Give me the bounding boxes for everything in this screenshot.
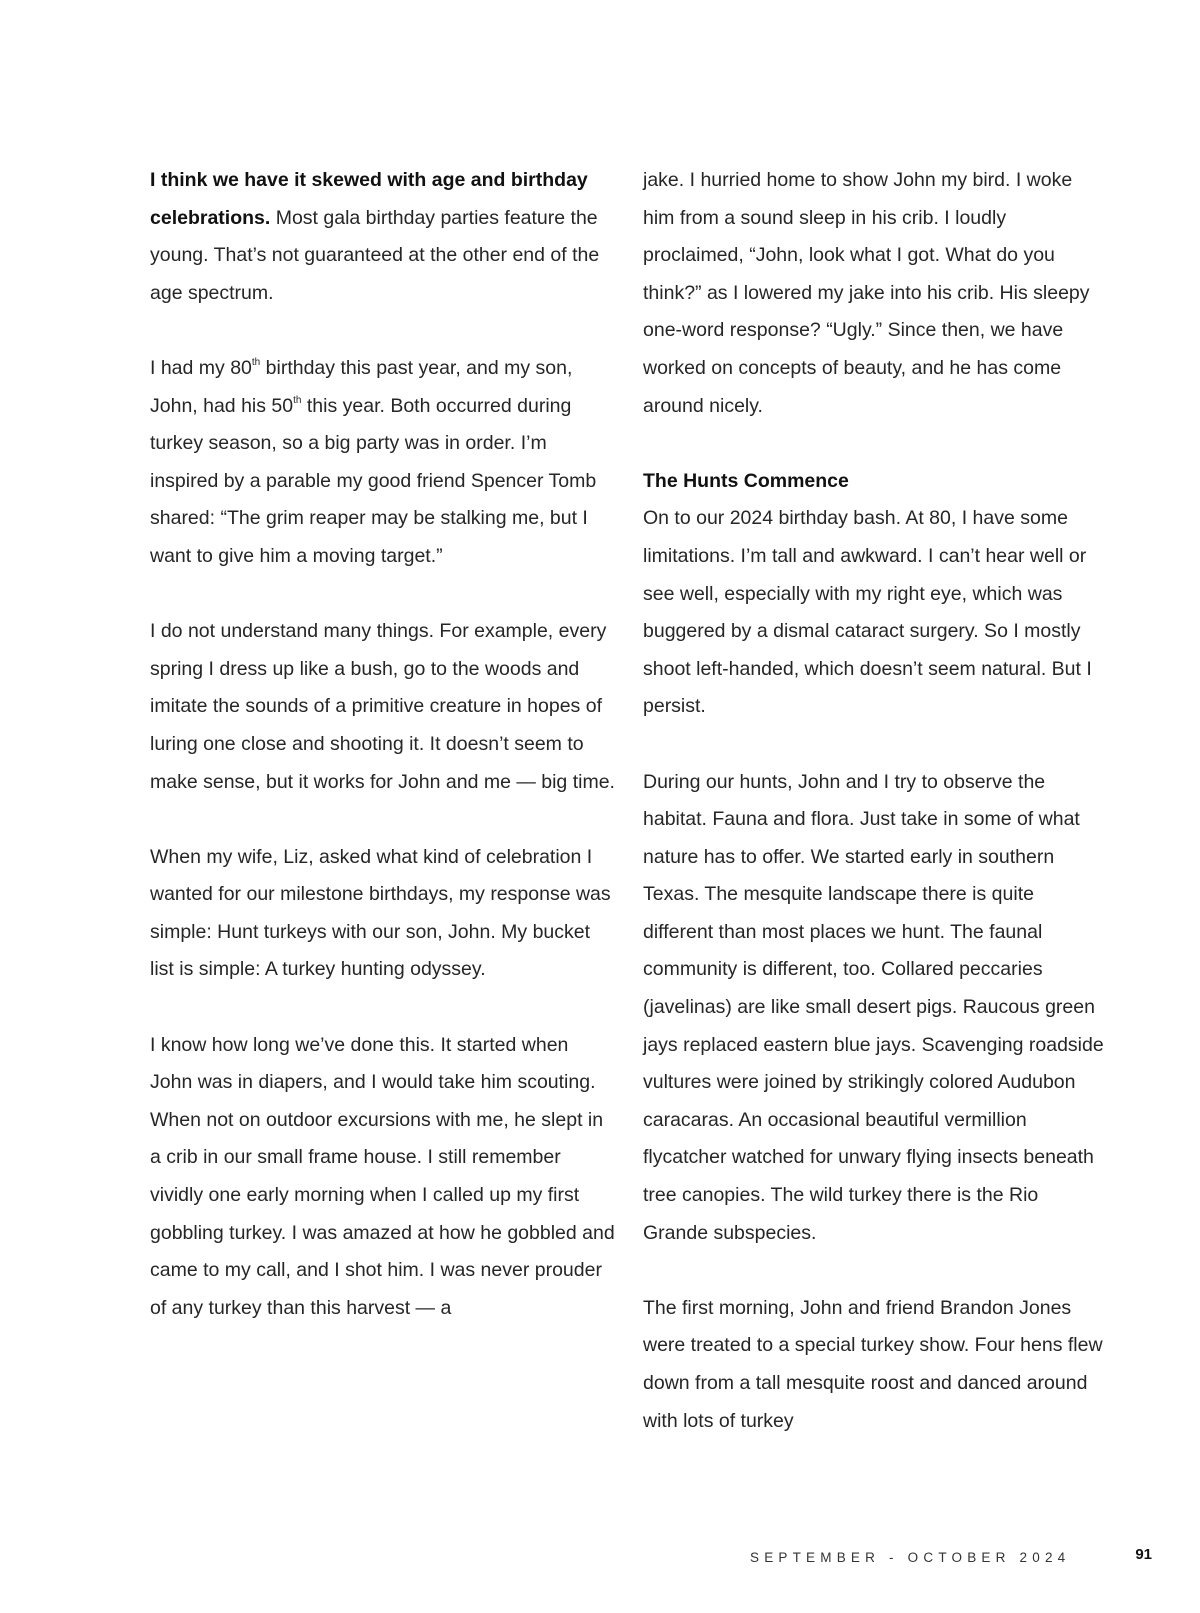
ordinal-superscript: th: [251, 356, 261, 368]
paragraph-text: Most gala birthday parties feature the young. That’s not guaranteed at the other end of the age spectrum.: [150, 206, 600, 304]
section: [643, 463, 1108, 726]
paragraph: [150, 162, 615, 312]
paragraph-text: On to our 2024 birthday bash. At 80, I have some limitations. I’m tall and awkward. I can’t hear well or see well, especially with my right eye, which was buggered by a dismal cataract surgery. So I mostly shoot left-handed, which doesn’t seem natural. But I persist.: [643, 507, 1092, 718]
paragraph-text: birthday this past year, and my son, John, had his 50: [150, 356, 573, 417]
paragraph: During our hunts, John and I try to observe the habitat. Fauna and flora. Just take in some of what nature has to offer. We started early in southern Texas. The mesquite landscape there is quite different than most places we hunt. The faunal community is different, too. Collared peccaries (javelinas) are like small desert pigs. Raucous green jays replaced eastern blue jays. Scavenging roadside vultures were joined by strikingly colored Audubon caracaras. An occasional beautiful vermillion flycatcher watched for unwary flying insects beneath tree canopies. The wild turkey there is the Rio Grande subspecies.: [643, 770, 1104, 1244]
paragraph-text: I had my 80: [150, 356, 252, 379]
page-number: 91: [1135, 1546, 1152, 1563]
paragraph: I know how long we’ve done this. It started when John was in diapers, and I would take him scouting. When not on outdoor excursions with me, he slept in a crib in our small frame house. I still remember vividly one early morning when I called up my first gobbling turkey. I was amazed at how he gobbled and came to my call, and I shot him. I was never prouder of any turkey than this harvest — a: [150, 1033, 615, 1319]
paragraph-text: this year. Both occurred during turkey season, so a big party was in order. I’m inspired by a parable my good friend Spencer Tomb shared: “The grim reaper may be stalking me, but I want to give him a moving target.”: [150, 394, 597, 567]
paragraph: jake. I hurried home to show John my bird. I woke him from a sound sleep in his crib. I loudly proclaimed, “John, look what I got. What do you think?” as I lowered my jake into his crib. His sleepy one-word response? “Ugly.” Since then, we have worked on concepts of beauty, and he has come around nicely.: [643, 169, 1090, 417]
section-heading: The Hunts Commence: [643, 469, 849, 492]
right-column: [643, 162, 1108, 1478]
ordinal-superscript: th: [293, 394, 302, 406]
issue-date: SEPTEMBER - OCTOBER 2024: [750, 1550, 1071, 1565]
paragraph: When my wife, Liz, asked what kind of celebration I wanted for our milestone birthdays, my response was simple: Hunt turkeys with our son, John. My bucket list is simple: A turkey hunting odyssey.: [150, 845, 611, 981]
left-column: [150, 162, 615, 1365]
paragraph: I do not understand many things. For example, every spring I dress up like a bush, go to the woods and imitate the sounds of a primitive creature in hopes of luring one close and shooting it. It doesn’t seem to make sense, but it works for John and me — big time.: [150, 620, 615, 793]
paragraph: The first morning, John and friend Brandon Jones were treated to a special turkey show. Four hens flew down from a tall mesquite roost and danced around with lots of turkey: [643, 1296, 1103, 1432]
paragraph: [150, 350, 615, 576]
lead-in-bold: I think we have it skewed with age and birthday celebrations.: [150, 169, 588, 229]
